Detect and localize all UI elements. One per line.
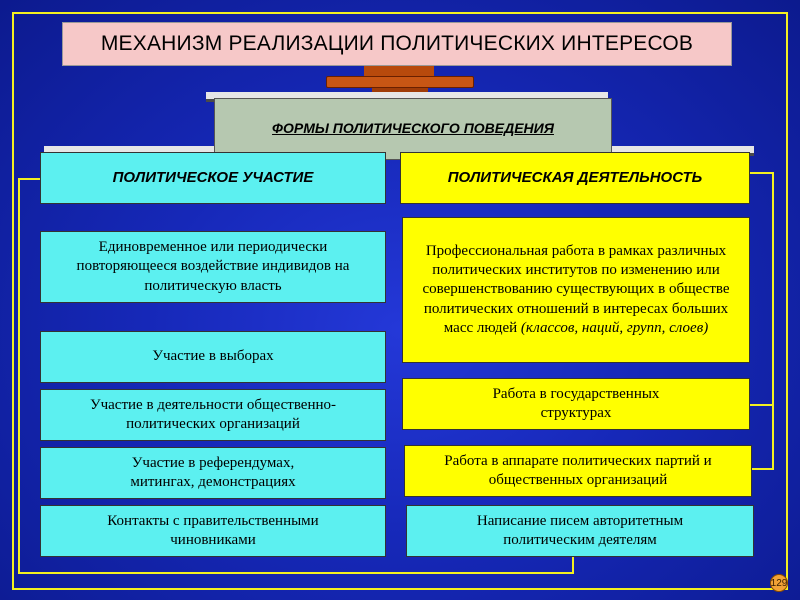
page-number-badge: 129 <box>770 574 788 592</box>
left-bracket-top <box>18 178 40 180</box>
right-bracket-bottom <box>752 468 774 470</box>
participation-item: Участие в выборах <box>40 331 386 383</box>
page-title: МЕХАНИЗМ РЕАЛИЗАЦИИ ПОЛИТИЧЕСКИХ ИНТЕРЕСОВ <box>62 22 732 66</box>
political-participation-heading: ПОЛИТИЧЕСКОЕ УЧАСТИЕ <box>40 152 386 204</box>
participation-item: Участие в деятельности общественно-политических организаций <box>40 389 386 441</box>
right-bracket-top <box>750 172 774 174</box>
activity-item: Работа в аппарате политических партий и общественных организаций <box>404 445 752 497</box>
connector-flange <box>326 76 474 88</box>
activity-item-note: (классов, наций, групп, слоев) <box>520 319 709 336</box>
participation-item: Участие в референдумах, митингах, демонстрациях <box>40 447 386 499</box>
participation-item: Единовременное или периодически повторяющееся воздействие индивидов на политическую власть <box>40 231 386 303</box>
participation-item: Контакты с правительственными чиновниками <box>40 505 386 557</box>
activity-item: Написание писем авторитетным политическим деятелям <box>406 505 754 557</box>
activity-item: Работа в государственных структурах <box>402 378 750 430</box>
political-activity-heading: ПОЛИТИЧЕСКАЯ ДЕЯТЕЛЬНОСТЬ <box>400 152 750 204</box>
left-bracket-vertical <box>18 178 20 574</box>
right-bracket-mid <box>750 404 774 406</box>
connector-stem <box>364 66 434 76</box>
forms-heading: ФОРМЫ ПОЛИТИЧЕСКОГО ПОВЕДЕНИЯ <box>214 98 612 160</box>
right-bracket-vertical <box>772 172 774 470</box>
activity-item <box>402 217 750 363</box>
activity-item-text: Профессиональная работа в рамках различных политических институтов по изменению или совершенствованию существующих в обществе политических отношений в интересах больших масс людей <box>422 243 730 336</box>
bottom-connector-up <box>572 556 574 574</box>
bottom-connector <box>18 572 574 574</box>
